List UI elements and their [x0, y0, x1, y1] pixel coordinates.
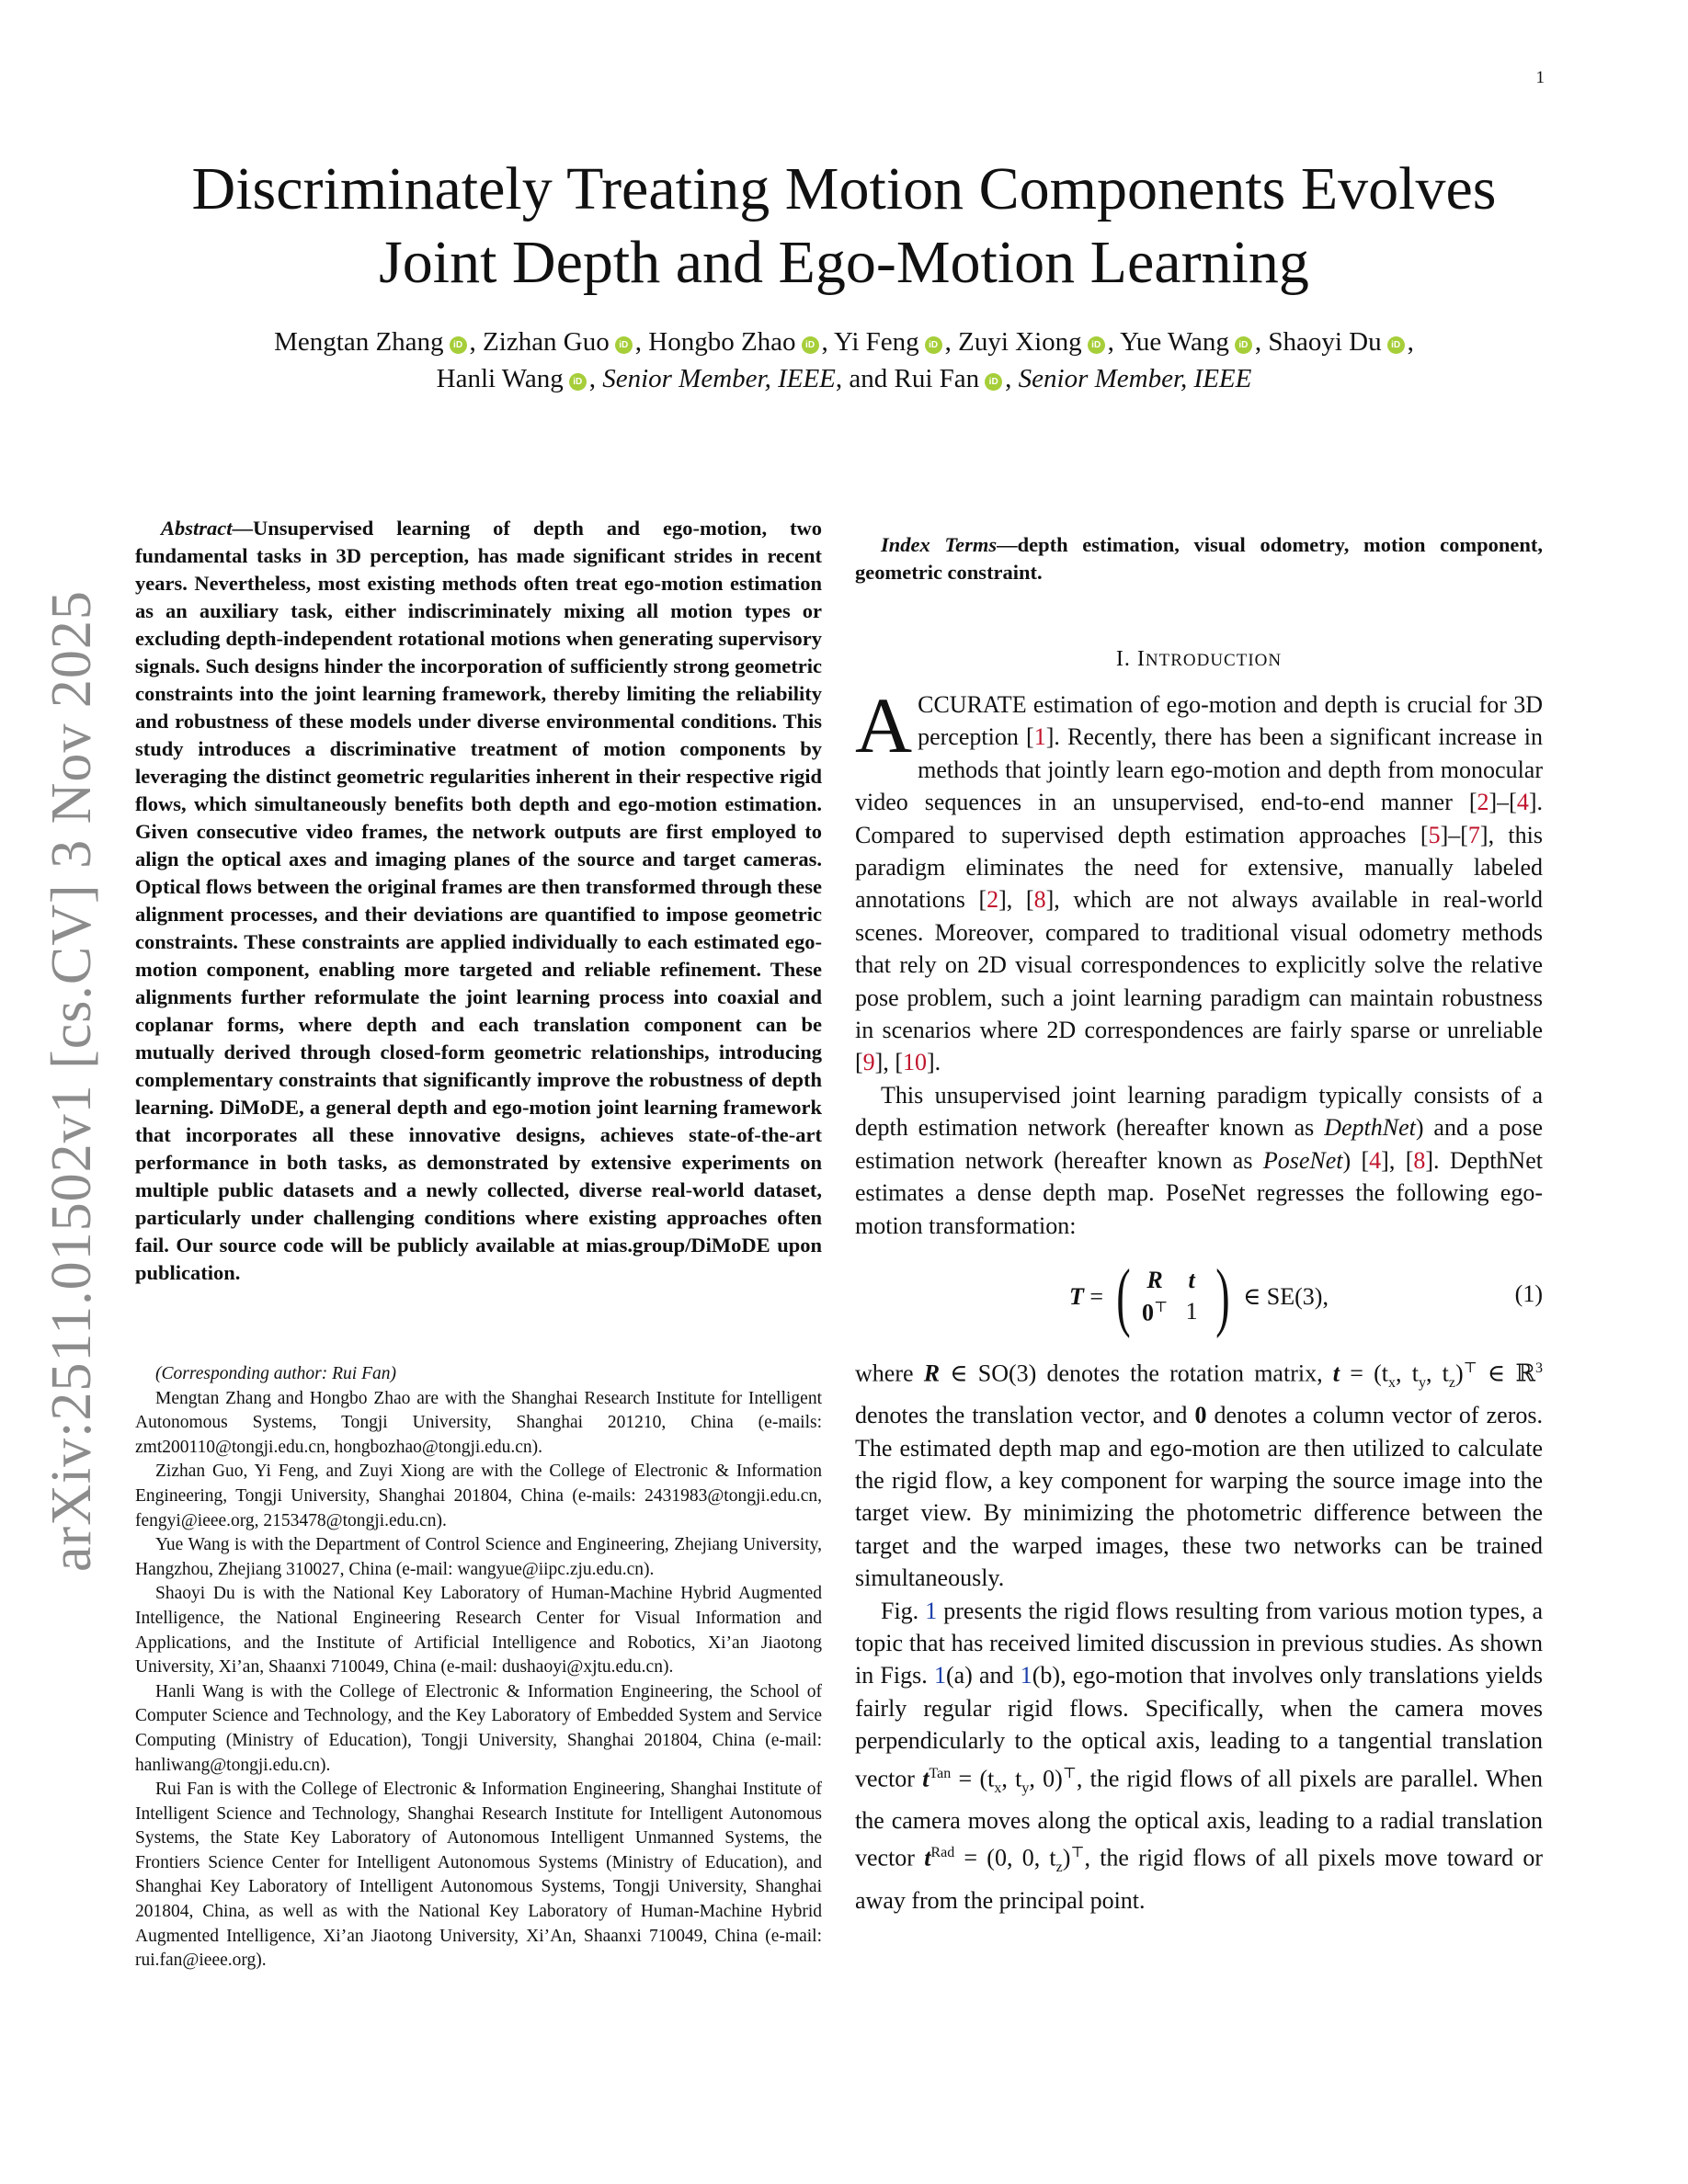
text-run: (a) and — [945, 1662, 1021, 1689]
footnote: Yue Wang is with the Department of Control Science and Engineering, Zhejiang University, Hangzhou, Zhejiang 310027, China (e-mail: wangyue@iipc.zju.edu.cn). — [135, 1535, 822, 1579]
text-run: , 0) — [1029, 1765, 1063, 1792]
abstract-lead: Abstract — [161, 517, 233, 540]
citation-link[interactable]: 7 — [1467, 821, 1480, 848]
figure-link[interactable]: 1 — [933, 1662, 946, 1689]
matrix-grid — [1136, 1267, 1210, 1327]
corresponding-author-text: (Corresponding author: Rui Fan) — [155, 1364, 396, 1383]
citation-link[interactable]: 2 — [987, 886, 999, 914]
author-name: Rui Fan — [894, 364, 980, 393]
math-symbol: 0 — [1194, 1402, 1207, 1429]
matrix-cell: R — [1146, 1267, 1163, 1294]
footnote: Hanli Wang is with the College of Electronic & Information Engineering, the School of Computer Science and Technology, and the Key Laboratory of Embedded System and Service Computing (Ministry of Education), Tongji University, Shanghai 201804, China (e-mail: hanliwang@tongji.edu.cn). — [135, 1681, 822, 1775]
paper-title: Discriminately Treating Motion Components Evolves Joint Depth and Ego-Motion Learning — [191, 155, 1497, 296]
text-run: ]. — [927, 1049, 941, 1076]
author-name: Zuyi Xiong — [958, 327, 1082, 357]
text-run: ∈ SO(3) denotes the rotation matrix, — [940, 1359, 1333, 1387]
author-name: Yue Wang — [1120, 327, 1229, 357]
left-paren: ( — [1116, 1253, 1131, 1339]
text-run: presents the rigid flows resulting from various motion types, a topic that has received limited discussion in previous studies. As shown in Figs. — [855, 1597, 1543, 1689]
dropcap: A — [855, 681, 913, 769]
equation-number: (1) — [1514, 1280, 1543, 1307]
figure-link[interactable]: 1 — [1020, 1662, 1032, 1689]
citation-link[interactable]: 8 — [1413, 1146, 1426, 1174]
orcid-icon[interactable]: iD — [1387, 336, 1405, 354]
text-run: ) and a pose estimation network (hereafter known as — [855, 1114, 1543, 1174]
text-run: ]–[ — [1488, 789, 1517, 816]
orcid-icon[interactable]: iD — [569, 373, 587, 391]
text-run: , t — [1001, 1765, 1022, 1792]
transpose-sup: ⊤ — [1154, 1300, 1169, 1316]
footnote: Zizhan Guo, Yi Feng, and Zuyi Xiong are with the College of Electronic & Information Engineering, Tongji University, Shanghai 201804, China (e-mails: 2431983@tongji.edu.cn, fengyi@ieee.org, 2153478@tongji.edu.cn). — [135, 1462, 822, 1530]
equation-1 — [855, 1242, 1543, 1352]
text-run: ]–[ — [1440, 821, 1468, 848]
page-number: 1 — [1535, 68, 1545, 87]
author-line-2: Hanli Wang iD , Senior Member, IEEE, and Rui Fan iD , Senior Member, IEEE — [436, 364, 1252, 393]
text-run: ], this paradigm eliminates the need for extensive, manually labeled annotations [ — [855, 821, 1543, 914]
matrix-cell: t — [1188, 1267, 1195, 1294]
index-terms-text: —depth estimation, visual odometry, motion component, geometric constraint. — [855, 533, 1543, 584]
intro-paragraph-4 — [855, 1595, 1543, 1917]
math-sub: z — [1055, 1860, 1063, 1876]
term-depthnet: DepthNet — [1324, 1114, 1416, 1142]
text-run: denotes a column vector of zeros. The estimated depth map and ego-motion are then utilized to calculate the rigid flow, a key component for warping the source image into the target view. By minimizing the photometric difference between the target and the warped images, these two networks can be trained simultaneously. — [855, 1402, 1543, 1592]
intro-paragraph-3 — [855, 1352, 1543, 1595]
figure-link[interactable]: 1 — [925, 1597, 938, 1624]
citation-link[interactable]: 8 — [1033, 886, 1046, 914]
text-run: (b), ego-motion that involves only translations yields fairly regular rigid flows. Specifically, when the camera moves perpendicularly to the optical axis, leading to a tangential translation vector — [855, 1662, 1543, 1792]
citation-link[interactable]: 10 — [903, 1049, 927, 1076]
math-sub: x — [994, 1780, 1002, 1796]
right-column — [855, 515, 1543, 1917]
intro-paragraph-1 — [855, 681, 1543, 1079]
text-run: This unsupervised joint learning paradigm typically consists of a depth estimation network (hereafter known as — [855, 1081, 1543, 1142]
author-name: Hongbo Zhao — [648, 327, 796, 357]
math-symbol: t — [1332, 1359, 1340, 1387]
text-run: ) — [1062, 1844, 1071, 1871]
citation-link[interactable]: 4 — [1369, 1146, 1382, 1174]
text-run: ) [ — [1342, 1146, 1370, 1174]
orcid-icon[interactable]: iD — [615, 336, 633, 354]
text-run: where — [855, 1359, 924, 1387]
author-name: Hanli Wang — [436, 364, 564, 393]
text-run: , t — [1396, 1359, 1419, 1387]
text-run: CCURATE estimation of ego-motion and depth is crucial for 3D perception [ — [918, 691, 1543, 751]
section-heading-introduction — [855, 647, 1543, 672]
orcid-icon[interactable]: iD — [1235, 336, 1252, 354]
equation-rhs: ∈ SE(3), — [1243, 1282, 1329, 1310]
author-name: Mengtan Zhang — [274, 327, 444, 357]
citation-link[interactable]: 1 — [1033, 723, 1046, 751]
text-run: ], [ — [874, 1049, 903, 1076]
author-list — [138, 324, 1550, 397]
text-run: ]. Compared to supervised depth estimation approaches [ — [855, 789, 1543, 848]
text-run: ], [ — [1381, 1146, 1414, 1174]
orcid-icon[interactable]: iD — [925, 336, 942, 354]
math-sub: y — [1418, 1374, 1426, 1391]
math-sup: ⊤ — [1463, 1359, 1477, 1376]
text-run: denotes the translation vector, and — [855, 1402, 1195, 1429]
author-line-1: Mengtan Zhang iD , Zizhan Guo iD , Hongbo Zhao iD , Yi Feng iD , Zuyi Xiong iD , Yue Wang iD , Shaoyi Du iD , — [274, 327, 1414, 357]
member-grade: Senior Member, IEEE — [1018, 364, 1252, 393]
text-run: ], which are not always available in real-world scenes. Moreover, compared to traditional visual odometry methods that rely on 2D visual correspondences to explicitly solve the relative pose problem, such a joint learning paradigm can maintain robustness in scenarios where 2D correspondences are fairly sparse or unreliable [ — [855, 886, 1543, 1076]
equation-lhs: T — [1069, 1282, 1084, 1310]
text-run: , the rigid flows of all pixels move toward or away from the principal point. — [855, 1844, 1543, 1914]
text-run: = (t — [1340, 1359, 1389, 1387]
term-posenet: PoseNet — [1262, 1146, 1343, 1174]
footnote: Rui Fan is with the College of Electronic & Information Engineering, Shanghai Institute of Intelligent Science and Technology, Shanghai Research Institute for Intelligent Autonomous Systems, the State Key Laboratory of Autonomous Intelligent Unmanned Systems, the Frontiers Science Center for Intelligent Autonomous Systems (Ministry of Education), and Shanghai Key Laboratory of Intelligent Autonomous Systems, Tongji University, Shanghai 201804, China, as well as with the National Key Laboratory of Human-Machine Hybrid Augmented Intelligence, Xi’an Jiaotong University, Xi’An, Shaanxi 710049, China (e-mail: rui.fan@ieee.org). — [135, 1780, 822, 1971]
text-run: , the rigid flows of all pixels are parallel. When the camera moves along the optical axis, leading to a radial translation vector — [855, 1765, 1543, 1871]
math-sup: 3 — [1535, 1359, 1543, 1376]
citation-link[interactable]: 9 — [862, 1049, 875, 1076]
orcid-icon[interactable]: iD — [985, 373, 1002, 391]
math-symbol: R — [923, 1359, 941, 1387]
math-sup: ⊤ — [1070, 1845, 1085, 1861]
footnote: Mengtan Zhang and Hongbo Zhao are with the Shanghai Research Institute for Intelligent Autonomous Systems, Tongji University, Shanghai 201210, China (e-mails: zmt200110@tongji.edu.cn, hongbozhao@tongji.edu.cn). — [135, 1388, 822, 1457]
se3-matrix — [1111, 1253, 1236, 1339]
text-run: ]. DepthNet estimates a dense depth map. PoseNet regresses the following ego-motion transformation: — [855, 1146, 1543, 1239]
citation-link[interactable]: 5 — [1428, 821, 1441, 848]
matrix-cell — [1136, 1298, 1173, 1327]
math-sub: x — [1388, 1374, 1397, 1391]
right-paren: ) — [1215, 1253, 1230, 1339]
conjunction: and — [849, 364, 888, 393]
math-sup: ⊤ — [1062, 1765, 1077, 1781]
text-run: ]. Recently, there has been a significant increase in methods that jointly learn ego-motion and depth from monocular video sequences in an unsupervised, end-to-end manner [ — [855, 723, 1543, 816]
math-sub: z — [1448, 1374, 1455, 1391]
text-run: ) — [1455, 1359, 1464, 1387]
abstract — [135, 515, 822, 1287]
text-run: = (t — [951, 1765, 995, 1792]
section-title-rest: NTRODUCTION — [1145, 651, 1283, 670]
author-name: Zizhan Guo — [483, 327, 610, 357]
orcid-icon[interactable]: iD — [1088, 336, 1105, 354]
citation-link[interactable]: 2 — [1477, 789, 1489, 816]
intro-paragraph-2 — [855, 1079, 1543, 1242]
matrix-zero: 0 — [1142, 1299, 1155, 1326]
citation-link[interactable]: 4 — [1516, 789, 1529, 816]
footnote: Shaoyi Du is with the National Key Laboratory of Human-Machine Hybrid Augmented Intelligence, the National Engineering Research Center for Visual Information and Applications, and the Institute of Artificial Intelligence and Robotics, Xi’an Jiaotong University, Xi’an, Shaanxi 710049, China (e-mail: dushaoyi@xjtu.edu.cn). — [135, 1584, 822, 1678]
index-terms — [855, 531, 1543, 586]
text-run: Fig. — [881, 1597, 926, 1624]
math-sup: Tan — [929, 1765, 952, 1781]
math-sup: Rad — [930, 1845, 955, 1861]
author-name: Shaoyi Du — [1268, 327, 1382, 357]
orcid-icon[interactable]: iD — [802, 336, 819, 354]
text-run: , t — [1425, 1359, 1449, 1387]
arxiv-identifier: arXiv:2511.01502v1 [cs.CV] 3 Nov 2025 — [40, 590, 103, 1572]
author-name: Yi Feng — [833, 327, 919, 357]
text-run: = (0, 0, t — [954, 1844, 1056, 1871]
author-footnotes — [135, 1362, 822, 1974]
orcid-icon[interactable]: iD — [450, 336, 467, 354]
math-symbol: t — [924, 1844, 931, 1871]
math-sub: y — [1021, 1780, 1030, 1796]
section-number: I. — [1115, 647, 1131, 671]
corresponding-author — [135, 1362, 822, 1387]
member-grade: Senior Member, IEEE — [602, 364, 836, 393]
text-run: ], [ — [998, 886, 1034, 914]
text-run: ∈ ℝ — [1477, 1359, 1535, 1387]
index-terms-lead: Index Terms — [881, 533, 998, 556]
left-column — [135, 515, 822, 1287]
abstract-text: —Unsupervised learning of depth and ego-motion, two fundamental tasks in 3D perception, has made significant strides in recent years. Nevertheless, most existing methods often treat ego-motion estimation as an auxiliary task, either indiscriminately mixing all motion types or excluding depth-independent rotational motions when generating supervisory signals. Such designs hinder the incorporation of sufficiently strong geometric constraints into the joint learning framework, thereby limiting the reliability and robustness of these models under diverse environmental conditions. This study introduces a discriminative treatment of motion components by leveraging the distinct geometric regularities inherent in their respective rigid flows, which simultaneously benefits both depth and ego-motion estimation. Given consecutive video frames, the network outputs are first employed to align the optical axes and imaging planes of the source and target cameras. Optical flows between the original frames are then transformed through these alignment processes, and their deviations are quantified to impose geometric constraints. These constraints are applied individually to each estimated ego-motion component, enabling more targeted and reliable refinement. These alignments further reformulate the joint learning process into coaxial and coplanar forms, where depth and each translation component can be mutually derived through closed-form geometric relationships, introducing complementary constraints that significantly improve the robustness of depth learning. DiMoDE, a general depth and ego-motion joint learning framework that incorporates all these innovative designs, achieves state-of-the-art performance in both tasks, as demonstrated by extensive experiments on multiple public datasets and a newly collected, diverse real-world dataset, particularly under challenging conditions where existing approaches often fail. Our source code will be publicly available at mias.group/DiMoDE upon publication. — [135, 517, 822, 1284]
math-symbol: t — [922, 1765, 930, 1792]
matrix-cell: 1 — [1185, 1298, 1198, 1325]
section-title-first: I — [1136, 647, 1146, 671]
equation-equals: = — [1089, 1282, 1104, 1310]
